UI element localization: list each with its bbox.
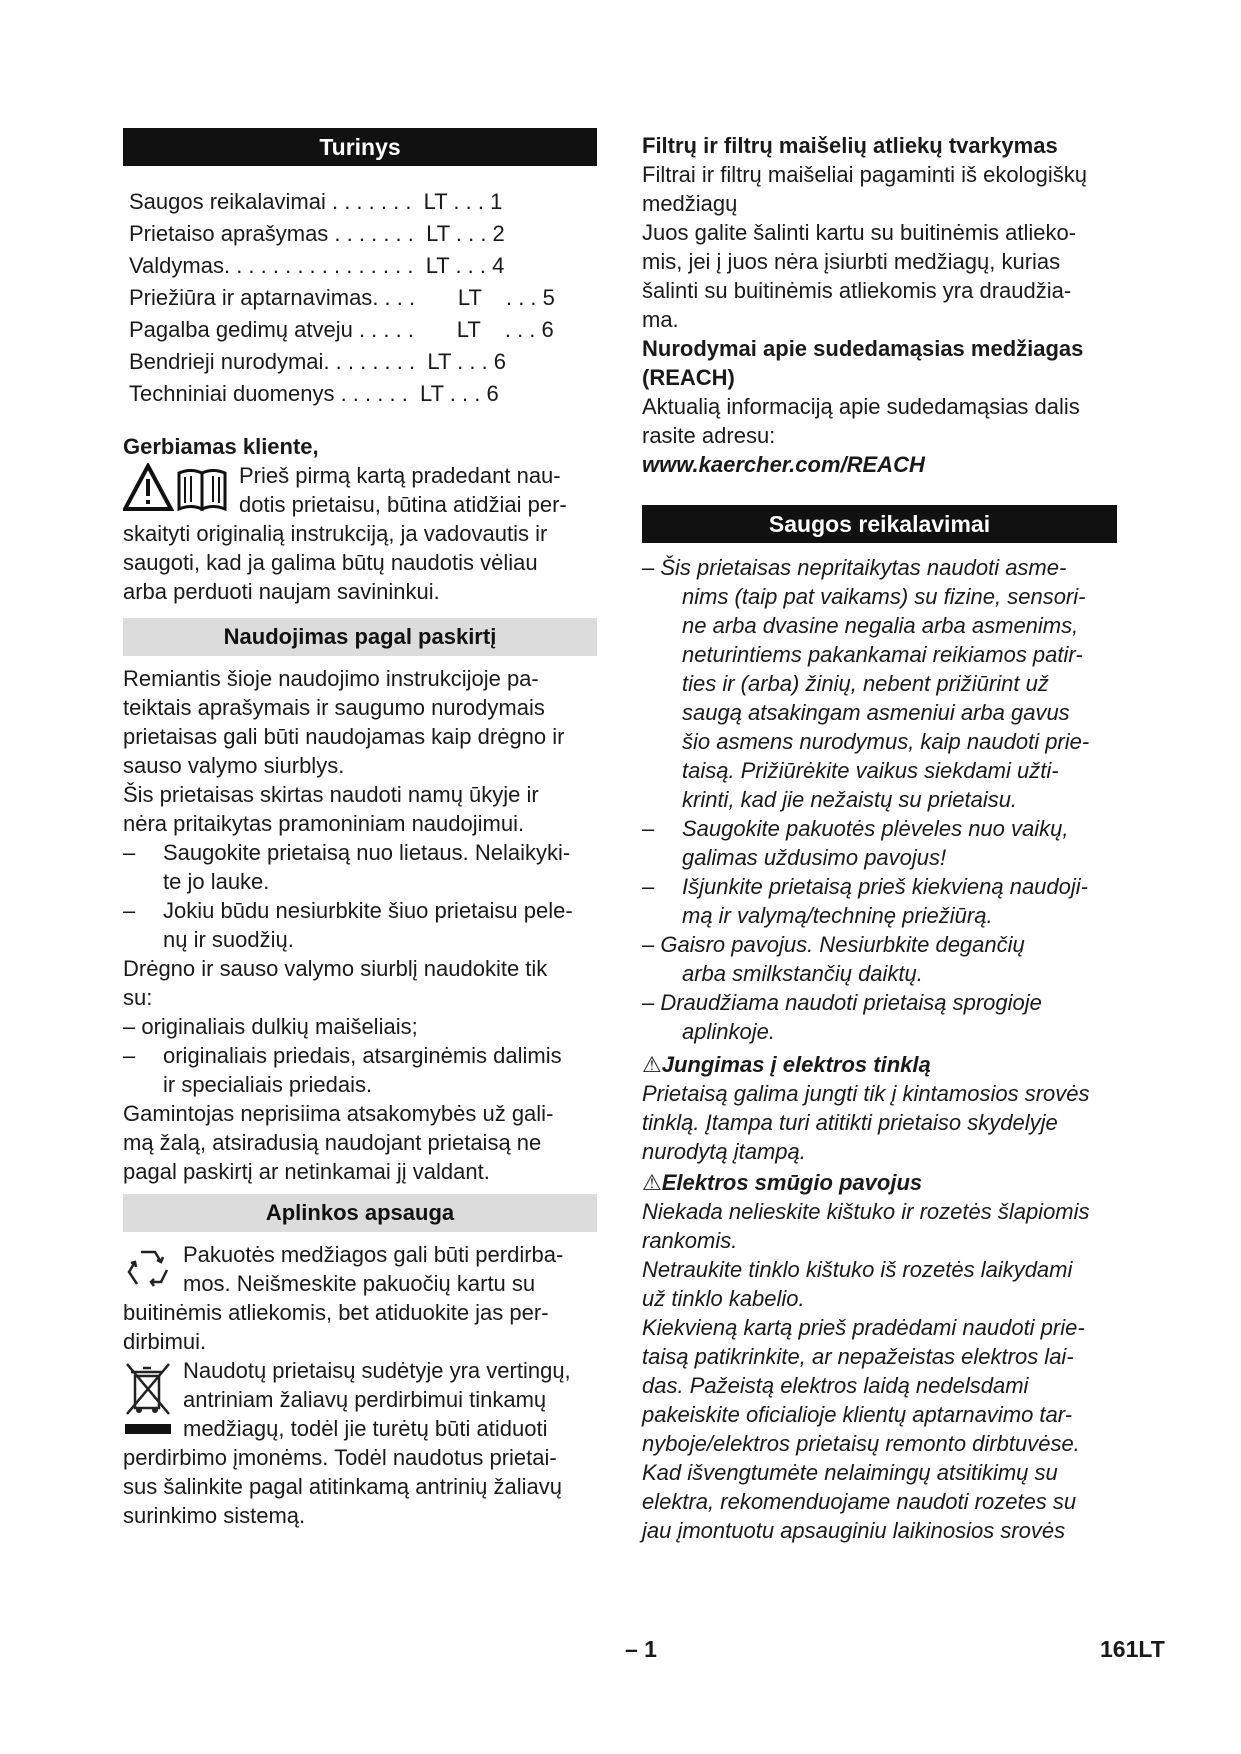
text-line: rasite adresu: — [642, 423, 776, 448]
text-line: mos. Neišmeskite pakuočių kartu su — [183, 1271, 536, 1296]
list-item: – Saugokite prietaisą nuo lietaus. Nelaikyki- te jo lauke. — [123, 840, 571, 894]
toc-entry[interactable]: Pagalba gedimų atveju . . . . . LT . . . 6 — [129, 317, 554, 342]
toc-entry[interactable]: Bendrieji nurodymai . . . . . . . . LT . . . 6 — [129, 349, 507, 374]
toc-entry[interactable]: Techniniai duomenys . . . . . . LT . . . 6 — [129, 381, 499, 406]
text-line: Pakuotės medžiagos gali būti perdirba- — [183, 1242, 564, 1267]
text-line: nėra pritaikytas pramoniniam naudojimui. — [123, 811, 525, 836]
text-line: sus šalinkite pagal atitinkamą antrinių žaliavų — [123, 1474, 563, 1499]
text-line: Aktualią informaciją apie sudedamąsias dalis — [642, 394, 1080, 419]
toc-entry[interactable]: Valdymas . . . . . . . . . . . . . . . . LT . . . 4 — [129, 253, 505, 278]
environment-section — [123, 1240, 597, 1530]
left-column — [123, 128, 597, 1530]
toc-entry[interactable]: Priežiūra ir aptarnavimas . . . . LT . . . 5 — [129, 285, 555, 310]
text-line: – originaliais dulkių maišeliais; — [123, 1014, 418, 1039]
warning-read-manual-icon — [123, 463, 229, 518]
text-line: ma. — [642, 307, 679, 332]
text-line: Remiantis šioje naudojimo instrukcijoje pa- — [123, 666, 539, 691]
text-line: Filtrai ir filtrų maišeliai pagaminti iš ekologiškų — [642, 162, 1088, 187]
text-line: teiktais aprašymais ir saugumo nurodymais — [123, 695, 545, 720]
toc-heading: Turinys — [123, 128, 597, 166]
list-item: – Jokiu būdu nesiurbkite šiuo prietaisu pele- nų ir suodžių. — [123, 898, 573, 952]
text-line: sauso valymo siurblys. — [123, 753, 345, 778]
toc-entry[interactable]: Prietaiso aprašymas . . . . . . . LT . . . 2 — [129, 221, 505, 246]
text-line: pagal paskirtį ar netinkamai jį valdant. — [123, 1159, 490, 1184]
list-item: – Gaisro pavojus. Nesiurbkite degančių arba smilkstančių daiktų. — [642, 932, 1025, 986]
list-item: – Išjunkite prietaisą prieš kiekvieną naudoji- mą ir valymą/techninę priežiūrą. — [642, 874, 1088, 928]
text-line: šalinti su buitinėmis atliekomis yra draudžia- — [642, 278, 1072, 303]
greeting-line: dotis prietaisu, būtina atidžiai per- — [239, 492, 567, 517]
greeting-block — [123, 461, 597, 606]
text-line: medžiagų — [642, 191, 738, 216]
shock-section: Niekada nelieskite kištuko ir rozetės šlapiomis rankomis. Netraukite tinklo kištuko iš rozetės laikydami už tinklo kabelio. Kiekvieną kartą prieš pradėdami naudoti prie- taisą patikrinkite, ar nepažeistas elektros lai- das. Pažeistą elektros laidą nedelsdami pakeiskite oficialioje klientų aptarnavimo tar- nyboje/elektros prietaisų remonto dirbtuvėse. Kad išvengtumėte nelaimingų atsitikimų su elektra, rekomenduojame naudoti rozetes su jau įmontuotu apsauginiu laikinosios srovės — [642, 1199, 1090, 1543]
greeting-line: Prieš pirmą kartą pradedant nau- — [239, 463, 561, 488]
text-line: prietaisas gali būti naudojamas kaip drėgno ir — [123, 724, 565, 749]
text-line: Drėgno ir sauso valymo siurblį naudokite tik — [123, 956, 548, 981]
text-line: Juos galite šalinti kartu su buitinėmis atlieko- — [642, 220, 1077, 245]
greeting-title: Gerbiamas kliente, — [123, 434, 319, 459]
text-line: mą žalą, atsiradusią naudojant prietaisą ne — [123, 1130, 542, 1155]
text-line: buitinėmis atliekomis, bet atiduokite jas per- — [123, 1300, 549, 1325]
intended-use-heading: Naudojimas pagal paskirtį — [123, 618, 597, 656]
safety-heading: Saugos reikalavimai — [642, 505, 1117, 543]
shock-heading: ⚠Elektros smūgio pavojus — [642, 1170, 923, 1195]
text-line: Naudotų prietaisų sudėtyje yra vertingų, — [183, 1358, 571, 1383]
reach-heading: Nurodymai apie sudedamąsias medžiagas — [642, 336, 1084, 361]
environment-heading: Aplinkos apsauga — [123, 1194, 597, 1232]
greeting-line: saugoti, kad ja galima būtų naudotis vėliau — [123, 550, 538, 575]
list-item: – Draudžiama naudoti prietaisą sprogioje aplinkoje. — [642, 990, 1042, 1044]
page-code: 161LT — [1100, 1636, 1165, 1662]
text-line: Gamintojas neprisiima atsakomybės už gali- — [123, 1101, 554, 1126]
warning-icon: ⚠ — [642, 1170, 662, 1195]
power-section: Prietaisą galima jungti tik į kintamosios srovės tinklą. Įtampa turi atitikti prietaiso skydelyje nurodytą įtampą. — [642, 1081, 1090, 1164]
text-line: dirbimui. — [123, 1329, 207, 1354]
filters-heading: Filtrų ir filtrų maišelių atliekų tvarkymas — [642, 133, 1058, 158]
intended-use-section — [123, 664, 597, 1186]
crossed-bin-icon — [123, 1360, 173, 1443]
list-item: – originaliais priedais, atsarginėmis dalimis ir specialiais priedais. — [123, 1043, 562, 1097]
text-line: mis, jei į juos nėra įsiurbti medžiagų, kurias — [642, 249, 1061, 274]
list-item: – Šis prietaisas nepritaikytas naudoti asme- nims (taip pat vaikams) su fizine, sensori- ne arba dvasine negalia arba asmenims, neturintiems pakankamai reikiamos patir- ties ir (arba) žinių, nebent prižiūrint už saugą atsakingam asmeniui arba gavus šio asmens nurodymus, kaip naudoti prie- taisą. Prižiūrėkite vaikus siekdami užti- krinti, kad jie nežaistų su prietaisu. — [642, 555, 1090, 812]
reach-url-link[interactable]: www.kaercher.com/REACH — [642, 452, 925, 477]
list-item: – Saugokite pakuotės plėveles nuo vaikų, galimas uždusimo pavojus! — [642, 816, 1069, 870]
warning-icon: ⚠ — [642, 1052, 662, 1077]
reach-heading: (REACH) — [642, 365, 735, 390]
text-line: surinkimo sistemą. — [123, 1503, 306, 1528]
power-heading: ⚠Jungimas į elektros tinklą — [642, 1052, 931, 1077]
page-number: – 1 — [625, 1636, 657, 1662]
safety-list — [642, 553, 1117, 1046]
right-column — [642, 131, 1117, 1545]
table-of-contents — [123, 186, 597, 410]
text-line: su: — [123, 985, 153, 1010]
text-line: perdirbimo įmonėms. Todėl naudotus prietai- — [123, 1445, 557, 1470]
text-line: medžiagų, todėl jie turėtų būti atiduoti — [183, 1416, 548, 1441]
recycling-icon — [123, 1246, 173, 1297]
text-line: antriniam žaliavų perdirbimui tinkamų — [183, 1387, 547, 1412]
toc-entry[interactable]: Saugos reikalavimai . . . . . . . LT . . . 1 — [129, 189, 503, 214]
text-line: Šis prietaisas skirtas naudoti namų ūkyje ir — [123, 782, 539, 807]
greeting-line: skaityti originalią instrukciją, ja vadovautis ir — [123, 521, 548, 546]
greeting-line: arba perduoti naujam savininkui. — [123, 579, 440, 604]
